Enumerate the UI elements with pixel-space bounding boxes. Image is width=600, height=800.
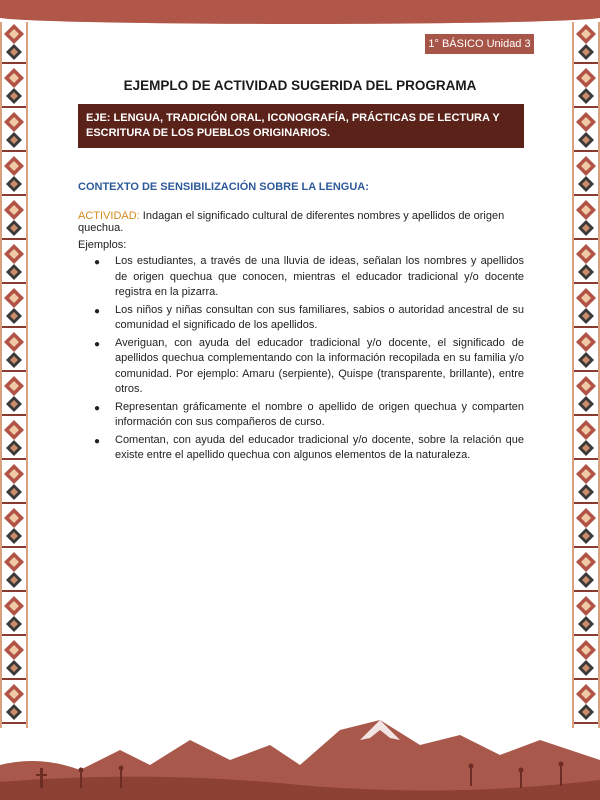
examples-label: Ejemplos:: [78, 239, 127, 251]
activity-text: Indagan el significado cultural de diferentes nombres y apellidos de origen quechua.: [78, 210, 505, 234]
top-decorative-band: [0, 0, 600, 18]
unit-badge: 1° BÁSICO Unidad 3: [425, 34, 534, 54]
bullet-icon: ●: [94, 305, 101, 317]
list-item: ● Averiguan, con ayuda del educador tradicional y/o docente, el significado de apellidos quechua complementando con la información recopilada en su familia y/o comunidad. Por ejemplo: Amaru (serpiente), Quispe (transparente, brillante), entre otros.: [94, 336, 524, 395]
list-item: ● Comentan, con ayuda del educador tradicional y/o docente, sobre la relación que existe entre el apellido quechua con algunos elementos de la naturaleza.: [94, 433, 524, 461]
list-item: ● Los estudiantes, a través de una lluvia de ideas, señalan los nombres y apellidos de origen quechua que conocen, mientras el educador tradicional y/o docente registra en la pizarra.: [94, 255, 524, 298]
left-woven-pattern-border: [0, 22, 28, 728]
bullet-icon: ●: [94, 402, 101, 414]
right-woven-pattern-border: [572, 22, 600, 728]
activity-label: ACTIVIDAD:: [78, 210, 140, 222]
section-heading: CONTEXTO DE SENSIBILIZACIÓN SOBRE LA LENGUA:: [78, 181, 369, 193]
examples-list: [78, 254, 524, 466]
landscape-illustration: [0, 710, 600, 800]
axis-banner: EJE: LENGUA, TRADICIÓN ORAL, ICONOGRAFÍA, PRÁCTICAS DE LECTURA Y ESCRITURA DE LOS PUEBLOS ORIGINARIOS.: [78, 104, 524, 148]
activity-line: [78, 210, 528, 234]
list-item: ● Representan gráficamente el nombre o apellido de origen quechua y comparten información con sus compañeros de curso.: [94, 400, 524, 428]
bullet-icon: ●: [94, 435, 101, 447]
page-title: EJEMPLO DE ACTIVIDAD SUGERIDA DEL PROGRAMA: [123, 78, 477, 93]
list-item: ● Los niños y niñas consultan con sus familiares, sabios o autoridad ancestral de su comunidad el significado de los apellidos.: [94, 303, 524, 331]
bullet-icon: ●: [94, 257, 101, 268]
bullet-icon: ●: [94, 338, 101, 350]
